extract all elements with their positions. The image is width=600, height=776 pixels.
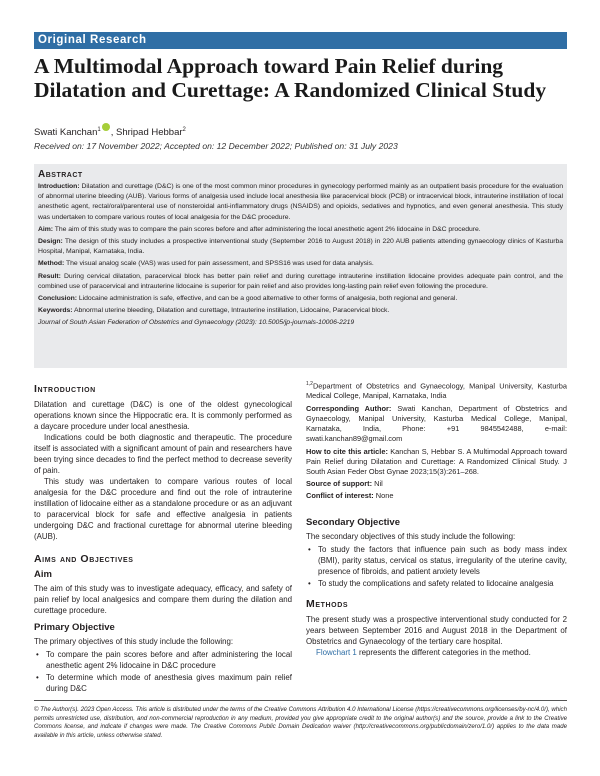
label: Conflict of interest: [306, 491, 374, 501]
text: Abnormal uterine bleeding, Dilatation and curettage, Intrauterine instillation, Lidocaine, Paracervical block. [72, 307, 390, 315]
label: How to cite this article: [306, 447, 388, 457]
list-item: • To study the factors that influence pain such as body mass index (BMI), parity status, cervical os status, irregularity of the uterine cavity, presence of fibroids, and patient anxiety levels [306, 544, 567, 577]
affiliation [306, 379, 567, 401]
methods-paragraph [306, 647, 567, 658]
label: Introduction: [38, 183, 80, 190]
right-column [306, 379, 567, 658]
text: Kanchan S, Hebbar S. A Multimodal Approach toward Pain Relief during Dilatation and Curettage: A Randomized Clinical Study. J South Asian Feder Obst Gynae 2023;15(3):261–268. [306, 447, 567, 477]
abstract-conclusion [38, 294, 563, 304]
conflict-of-interest [306, 491, 567, 501]
affiliation-text: Department of Obstetrics and Gynaecology, Manipal University, Kasturba Medical College, Manipal, Karnataka, India [306, 381, 567, 401]
label: Conclusion: [38, 295, 77, 303]
aim-paragraph: The aim of this study was to investigate adequacy, efficacy, and safety of pain relief by local analgesics and compare them during the dilation and curettage procedure. [34, 584, 292, 615]
abstract-design [38, 237, 563, 257]
text: Dilatation and curettage (D&C) is one of the most common minor procedures in gynecology performed mainly as an outpatient basis procedure for the evaluation of abnormal uterine bleeding (AUB). Various forms of analgesia used include local anesthesia like paracervical block (PCB) or intracervical block, intrauterine instillation of local anesthetic agent, rectal/oral/parenteral use of nonsteroidal anti-inflammatory drugs (NSAIDS) and opioids, sedatives and hypnotics, and even general anesthesia. This study was undertaken to compare various routes of local analgesia for the D&C procedure. [38, 183, 563, 221]
secondary-objective-list [306, 544, 567, 589]
abstract-method [38, 259, 563, 269]
text: None [373, 491, 394, 501]
primary-objective-heading: Primary Objective [34, 622, 115, 633]
label: Design: [38, 238, 63, 246]
text: represents the different categories in the method. [356, 648, 531, 658]
text: The visual analog scale (VAS) was used for pain assessment, and SPSS16 was used for data analysis. [64, 260, 374, 268]
author-name[interactable]: Swati Kanchan [34, 127, 98, 139]
introduction-heading: Introduction [34, 383, 96, 395]
list-item: • To compare the pain scores before and after administering the local anesthetic agent 2% lidocaine in D&C procedure [34, 649, 292, 671]
abstract-aim [38, 225, 563, 235]
left-column [34, 384, 292, 695]
intro-paragraph: Indications could be both diagnostic and therapeutic. The procedure itself is associated with a significant amount of pain and researchers have been trying since decades to find the perfect method to decrease severity of pain. [34, 433, 292, 475]
intro-paragraph: This study was undertaken to compare various routes of local analgesia for the D&C procedure and find out the role of intrauterine instillation of lidocaine either as a standalone procedure or as an adjuvant to paracervical block for safe and effective analgesia in patients undergoing D&C and fractional curettage for abnormal uterine bleeding (AUB). [34, 477, 292, 541]
text: Lidocaine administration is safe, effective, and can be a good alternative to other forms of analgesia, both regional and general. [77, 295, 458, 303]
abstract-box [34, 164, 567, 368]
orcid-icon[interactable] [102, 123, 110, 131]
flowchart-link[interactable]: Flowchart 1 [316, 648, 357, 658]
affiliation-marker: 1,2 [306, 381, 313, 387]
publication-dates: Received on: 17 November 2022; Accepted on: 12 December 2022; Published on: 31 July 2023 [34, 141, 398, 151]
text: The aim of this study was to compare the pain scores before and after administering the local anesthetic agent 2% lidocaine in D&C procedure. [53, 225, 481, 233]
intro-paragraph: Dilatation and curettage (D&C) is one of the oldest gynecological operations known since the Hippocratic era. It is commonly performed as a daycare procedure under local anesthesia. [34, 400, 292, 431]
methods-paragraph: The present study was a prospective interventional study conducted for 2 years between September 2016 and August 2018 in the Department of Obstetrics and Gynaecology of the tertiary care hospital. [306, 615, 567, 647]
primary-objective-list [34, 649, 292, 694]
text: During cervical dilatation, paracervical block has better pain relief and during curettage intrauterine instillation lidocaine provides adequate pain control, and the combined use of paracervical and intrauterine lidocaine is superior for pain relief and also provides long-lasting pain relief even following the procedure. [38, 272, 563, 290]
author-separator: , [110, 127, 116, 139]
abstract-heading: Abstract [38, 169, 83, 180]
article-title: A Multimodal Approach toward Pain Relief during Dilatation and Curettage: A Randomized Clinical Study [34, 54, 547, 102]
secondary-objective-intro: The secondary objectives of this study include the following: [306, 532, 516, 542]
primary-objective-intro: The primary objectives of this study include the following: [34, 637, 234, 646]
author-line [34, 123, 186, 138]
text: Swati Kanchan, Department of Obstetrics and Gynaecology, Manipal University, Kasturba Medical College, Manipal, Karnataka, India, Phone: +91 9845542488, e-mail: swati.kanchan89@gmail.com [306, 404, 567, 444]
label: Keywords: [38, 307, 73, 315]
article-type-banner: Original Research [34, 32, 567, 49]
list-item: • To study the complications and safety related to lidocaine analgesia [306, 578, 567, 589]
text: Nil [372, 479, 383, 489]
license-footer: © The Author(s). 2023 Open Access. This article is distributed under the terms of the Creative Commons Attribution 4.0 International License (https://creativecommons.org/licenses/by-nc/4.0/), which permits unrestricted use, distribution, and non-commercial reproduction in any medium, provided you give appropriate credit to the original author(s) and the source, provide a link to the Creative Commons license, and indicate if changes were made. The Creative Commons Public Domain Dedication waiver (http://creativecommons.org/publicdomain/zero/1.0/) applies to the data made available in this article, unless otherwise stated. [34, 700, 567, 740]
abstract-keywords [38, 306, 563, 316]
aims-heading: Aims and Objectives [34, 553, 134, 565]
label: Corresponding Author: [306, 404, 392, 414]
source-of-support [306, 479, 567, 489]
text: The design of this study includes a prospective interventional study (September 2016 to August 2018) in 220 AUB patients attending gynaecology clinics of Kasturba Hospital, Manipal, Karnataka, India. [38, 238, 563, 256]
affiliation-marker: 1 [97, 127, 101, 133]
affiliation-marker: 2 [182, 127, 186, 133]
label: Result: [38, 272, 61, 280]
author-name[interactable]: Shripad Hebbar [116, 127, 183, 139]
list-item: • To determine which mode of anesthesia gives maximum pain relief during D&C [34, 672, 292, 694]
label: Aim: [38, 225, 54, 233]
aim-subheading: Aim [34, 569, 52, 580]
how-to-cite [306, 447, 567, 477]
secondary-objective-heading: Secondary Objective [306, 517, 400, 529]
methods-heading: Methods [306, 598, 349, 611]
label: Source of support: [306, 479, 373, 489]
journal-citation: Journal of South Asian Federation of Obstetrics and Gynaecology (2023): 10.5005/jp-journals-10006-2219 [38, 319, 355, 327]
label: Method: [38, 260, 65, 268]
abstract-result [38, 272, 563, 292]
corresponding-author [306, 404, 567, 444]
abstract-introduction [38, 182, 563, 223]
